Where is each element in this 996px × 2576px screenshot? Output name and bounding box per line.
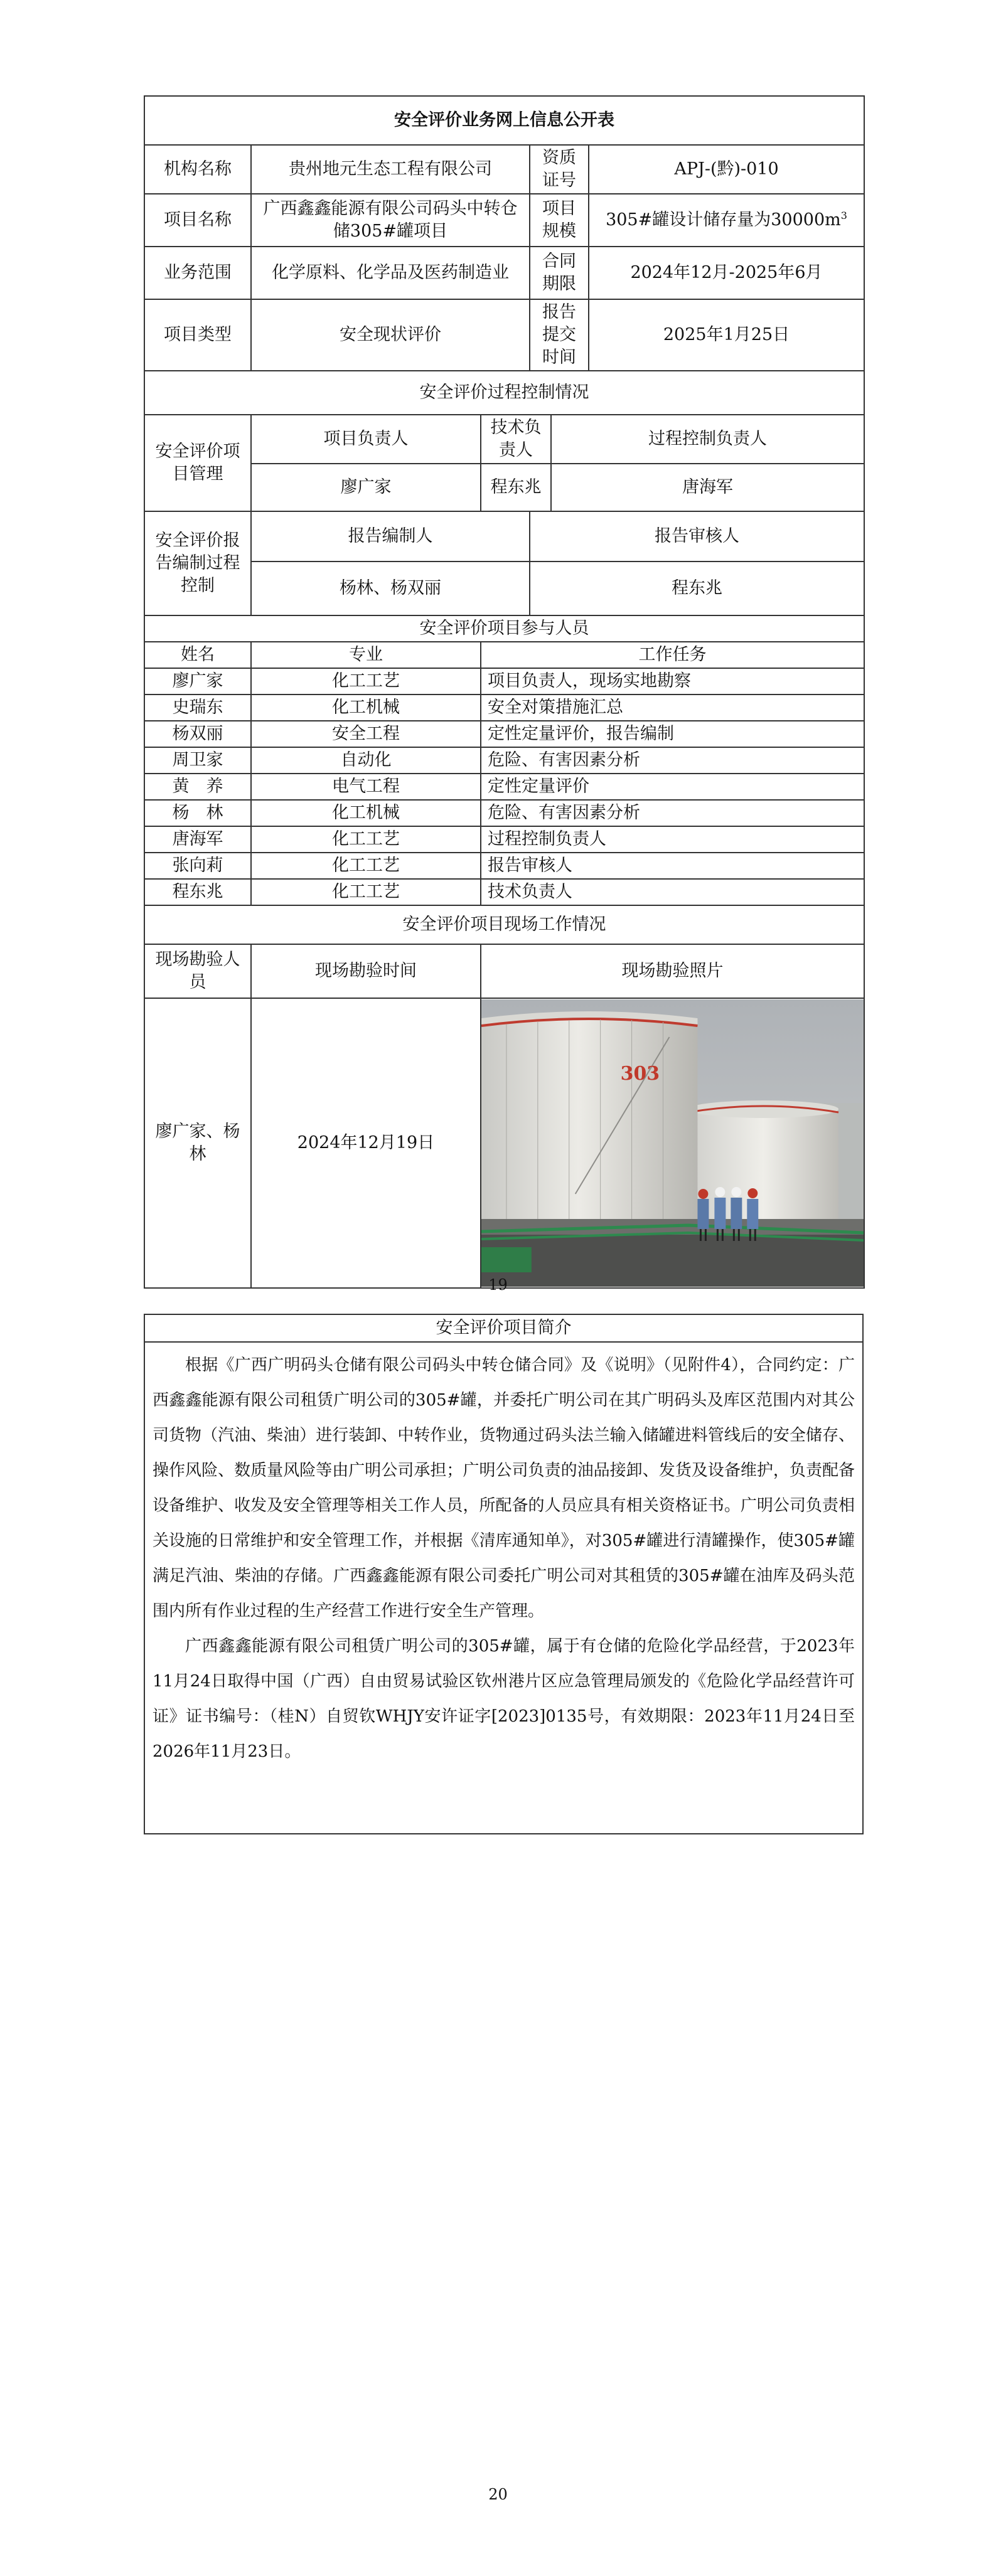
scope-label: 业务范围 <box>144 247 251 299</box>
page-number: 20 <box>488 2486 508 2503</box>
process-section-title: 安全评价过程控制情况 <box>144 371 864 415</box>
table-row <box>144 747 864 774</box>
page-number: 19 <box>488 1276 508 1294</box>
staff-name: 程东兆 <box>144 879 251 905</box>
site-people: 廖广家、杨林 <box>144 998 251 1288</box>
site-header-date: 现场勘验时间 <box>251 944 481 998</box>
mgmt-value-process: 唐海军 <box>551 464 864 511</box>
staff-major: 化工工艺 <box>251 853 481 879</box>
info-disclosure-table <box>144 95 865 1289</box>
project-intro-table <box>144 1314 864 1834</box>
tank-number-label: 303 <box>620 1062 660 1085</box>
cert-value: APJ-(黔)-010 <box>589 145 864 194</box>
staff-name: 廖广家 <box>144 668 251 695</box>
intro-body <box>144 1342 863 1834</box>
mgmt-value-tech: 程东兆 <box>481 464 551 511</box>
submit-label: 报告提交时间 <box>530 299 589 371</box>
report-label: 安全评价报告编制过程控制 <box>144 511 251 615</box>
staff-task: 技术负责人 <box>481 879 864 905</box>
project-name-value: 广西鑫鑫能源有限公司码头中转仓储305#罐项目 <box>251 194 530 247</box>
report-value-author: 杨林、杨双丽 <box>251 562 530 615</box>
staff-name: 唐海军 <box>144 826 251 853</box>
staff-name: 史瑞东 <box>144 695 251 721</box>
org-value: 贵州地元生态工程有限公司 <box>251 145 530 194</box>
intro-paragraph: 广西鑫鑫能源有限公司租赁广明公司的305#罐，属于有仓储的危险化学品经营，于2023年11月24日取得中国（广西）自由贸易试验区钦州港片区应急管理局颁发的《危险化学品经营许可证》证书编号：（桂N）自贸钦WHJY安许证字[2023]0135号，有效期限：2023年11月24日至2026年11月23日。 <box>153 1637 855 1761</box>
staff-task: 定性定量评价 <box>481 774 864 800</box>
table-row <box>144 774 864 800</box>
table-row <box>144 721 864 747</box>
staff-task: 危险、有害因素分析 <box>481 747 864 774</box>
type-value: 安全现状评价 <box>251 299 530 371</box>
site-photo <box>481 998 864 1288</box>
staff-name: 张向莉 <box>144 853 251 879</box>
site-header-photo: 现场勘验照片 <box>481 944 864 998</box>
staff-name: 杨双丽 <box>144 721 251 747</box>
contract-label: 合同期限 <box>530 247 589 299</box>
staff-major: 化工工艺 <box>251 668 481 695</box>
mgmt-header-process: 过程控制负责人 <box>551 415 864 464</box>
staff-name: 杨 林 <box>144 800 251 826</box>
site-section-title: 安全评价项目现场工作情况 <box>144 905 864 944</box>
staff-task: 报告审核人 <box>481 853 864 879</box>
staff-major: 化工工艺 <box>251 879 481 905</box>
staff-major: 自动化 <box>251 747 481 774</box>
staff-header-major: 专业 <box>251 642 481 668</box>
staff-major: 安全工程 <box>251 721 481 747</box>
staff-task: 安全对策措施汇总 <box>481 695 864 721</box>
site-date: 2024年12月19日 <box>251 998 481 1288</box>
table-row <box>144 826 864 853</box>
mgmt-header-tech: 技术负责人 <box>481 415 551 464</box>
tank-photo-image <box>481 999 864 1287</box>
report-value-reviewer: 程东兆 <box>530 562 864 615</box>
cert-label: 资质证号 <box>530 145 589 194</box>
table-row <box>144 668 864 695</box>
submit-value: 2025年1月25日 <box>589 299 864 371</box>
mgmt-header-lead: 项目负责人 <box>251 415 481 464</box>
staff-task: 危险、有害因素分析 <box>481 800 864 826</box>
staff-task: 定性定量评价，报告编制 <box>481 721 864 747</box>
staff-major: 化工机械 <box>251 800 481 826</box>
site-header-people: 现场勘验人员 <box>144 944 251 998</box>
contract-value: 2024年12月-2025年6月 <box>589 247 864 299</box>
table-row <box>144 853 864 879</box>
page-title: 安全评价业务网上信息公开表 <box>144 96 864 145</box>
staff-header-name: 姓名 <box>144 642 251 668</box>
report-header-reviewer: 报告审核人 <box>530 511 864 562</box>
staff-name: 周卫家 <box>144 747 251 774</box>
mgmt-label: 安全评价项目管理 <box>144 415 251 511</box>
mgmt-value-lead: 廖广家 <box>251 464 481 511</box>
table-row <box>144 695 864 721</box>
staff-major: 化工机械 <box>251 695 481 721</box>
staff-header-task: 工作任务 <box>481 642 864 668</box>
staff-section-title: 安全评价项目参与人员 <box>144 615 864 642</box>
scope-value: 化学原料、化学品及医药制造业 <box>251 247 530 299</box>
project-name-label: 项目名称 <box>144 194 251 247</box>
intro-paragraph: 根据《广西广明码头仓储有限公司码头中转仓储合同》及《说明》（见附件4），合同约定：广西鑫鑫能源有限公司租赁广明公司的305#罐，并委托广明公司在其广明码头及库区范围内对其公司货物（汽油、柴油）进行装卸、中转作业，货物通过码头法兰输入储罐进料管线后的安全储存、操作风险、数质量风险等由广明公司承担；广明公司负责的油品接卸、发货及设备维护，负责配备设备维护、收发及安全管理等相关工作人员，所配备的人员应具有相关资格证书。广明公司负责相关设施的日常维护和安全管理工作，并根据《清库通知单》，对305#罐进行清罐操作，使305#罐满足汽油、柴油的存储。广西鑫鑫能源有限公司委托广明公司对其租赁的305#罐在油库及码头范围内所有作业过程的生产经营工作进行安全生产管理。 <box>153 1356 855 1621</box>
table-row <box>144 800 864 826</box>
org-label: 机构名称 <box>144 145 251 194</box>
staff-major: 化工工艺 <box>251 826 481 853</box>
staff-task: 过程控制负责人 <box>481 826 864 853</box>
intro-section-title: 安全评价项目简介 <box>144 1314 863 1342</box>
staff-major: 电气工程 <box>251 774 481 800</box>
type-label: 项目类型 <box>144 299 251 371</box>
staff-task: 项目负责人，现场实地勘察 <box>481 668 864 695</box>
staff-name: 黄 养 <box>144 774 251 800</box>
scale-label: 项目规模 <box>530 194 589 247</box>
table-row <box>144 879 864 905</box>
scale-value: 305#罐设计储存量为$30000m^3$ <box>589 194 864 247</box>
report-header-author: 报告编制人 <box>251 511 530 562</box>
